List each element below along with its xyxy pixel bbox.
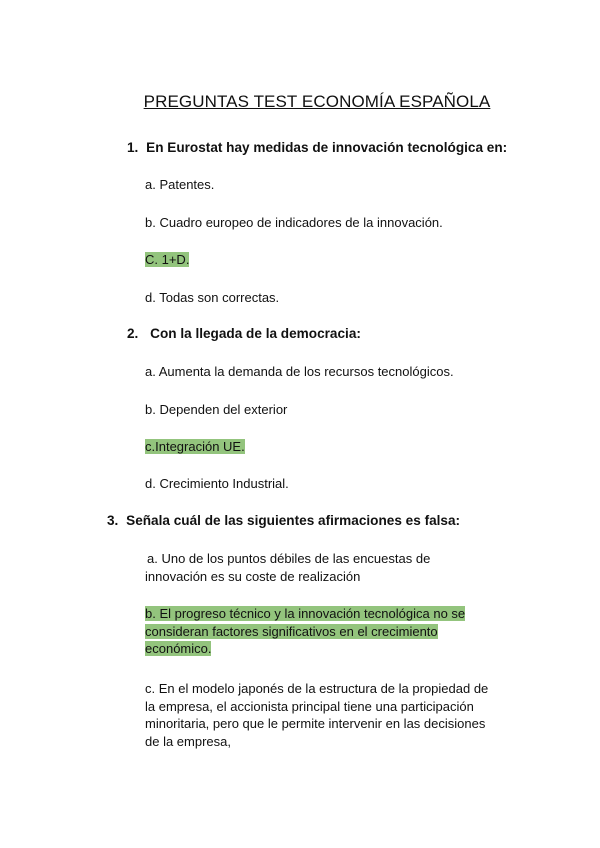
highlighted-answer-line: económico. [145, 641, 212, 656]
question-text: Señala cuál de las siguientes afirmaciones es falsa: [126, 513, 461, 528]
option-2b: b. Dependen del exterior [145, 402, 288, 417]
option-2a: a. Aumenta la demanda de los recursos tecnológicos. [145, 364, 454, 379]
question-text: Con la llegada de la democracia: [150, 326, 361, 341]
question-number: 2. [127, 326, 139, 341]
question-text: En Eurostat hay medidas de innovación tecnológica en: [146, 140, 508, 155]
question-number: 1. [127, 140, 139, 155]
option-3b-correct [145, 605, 465, 658]
question-2 [127, 326, 361, 341]
option-1d: d. Todas son correctas. [145, 290, 280, 305]
highlighted-answer-line: consideran factores significativos en el crecimiento [145, 623, 438, 639]
option-1b: b. Cuadro europeo de indicadores de la innovación. [145, 215, 443, 230]
option-line: a. Uno de los puntos débiles de las encuestas de [147, 551, 431, 566]
option-line: innovación es su coste de realización [145, 568, 361, 584]
option-3a [145, 550, 430, 585]
page-title: PREGUNTAS TEST ECONOMÍA ESPAÑOLA [143, 92, 491, 111]
question-number: 3. [107, 513, 119, 528]
highlighted-answer-line: b. El progreso técnico y la innovación tecnológica no se [145, 606, 466, 621]
question-1 [127, 140, 507, 155]
option-3c [145, 680, 488, 750]
highlighted-answer: C. 1+D. [145, 252, 190, 267]
question-3 [107, 513, 460, 528]
option-line: de la empresa, [145, 733, 231, 749]
option-line: c. En el modelo japonés de la estructura de la propiedad de [145, 681, 489, 696]
option-2d: d. Crecimiento Industrial. [145, 476, 289, 491]
option-line: la empresa, el accionista principal tiene una participación [145, 698, 474, 714]
option-1c-correct [145, 251, 189, 269]
option-line: minoritaria, pero que le permite intervenir en las decisiones [145, 716, 486, 731]
option-1a: a. Patentes. [145, 177, 215, 192]
option-2c-correct [145, 438, 245, 456]
highlighted-answer: c.Integración UE. [145, 439, 245, 454]
